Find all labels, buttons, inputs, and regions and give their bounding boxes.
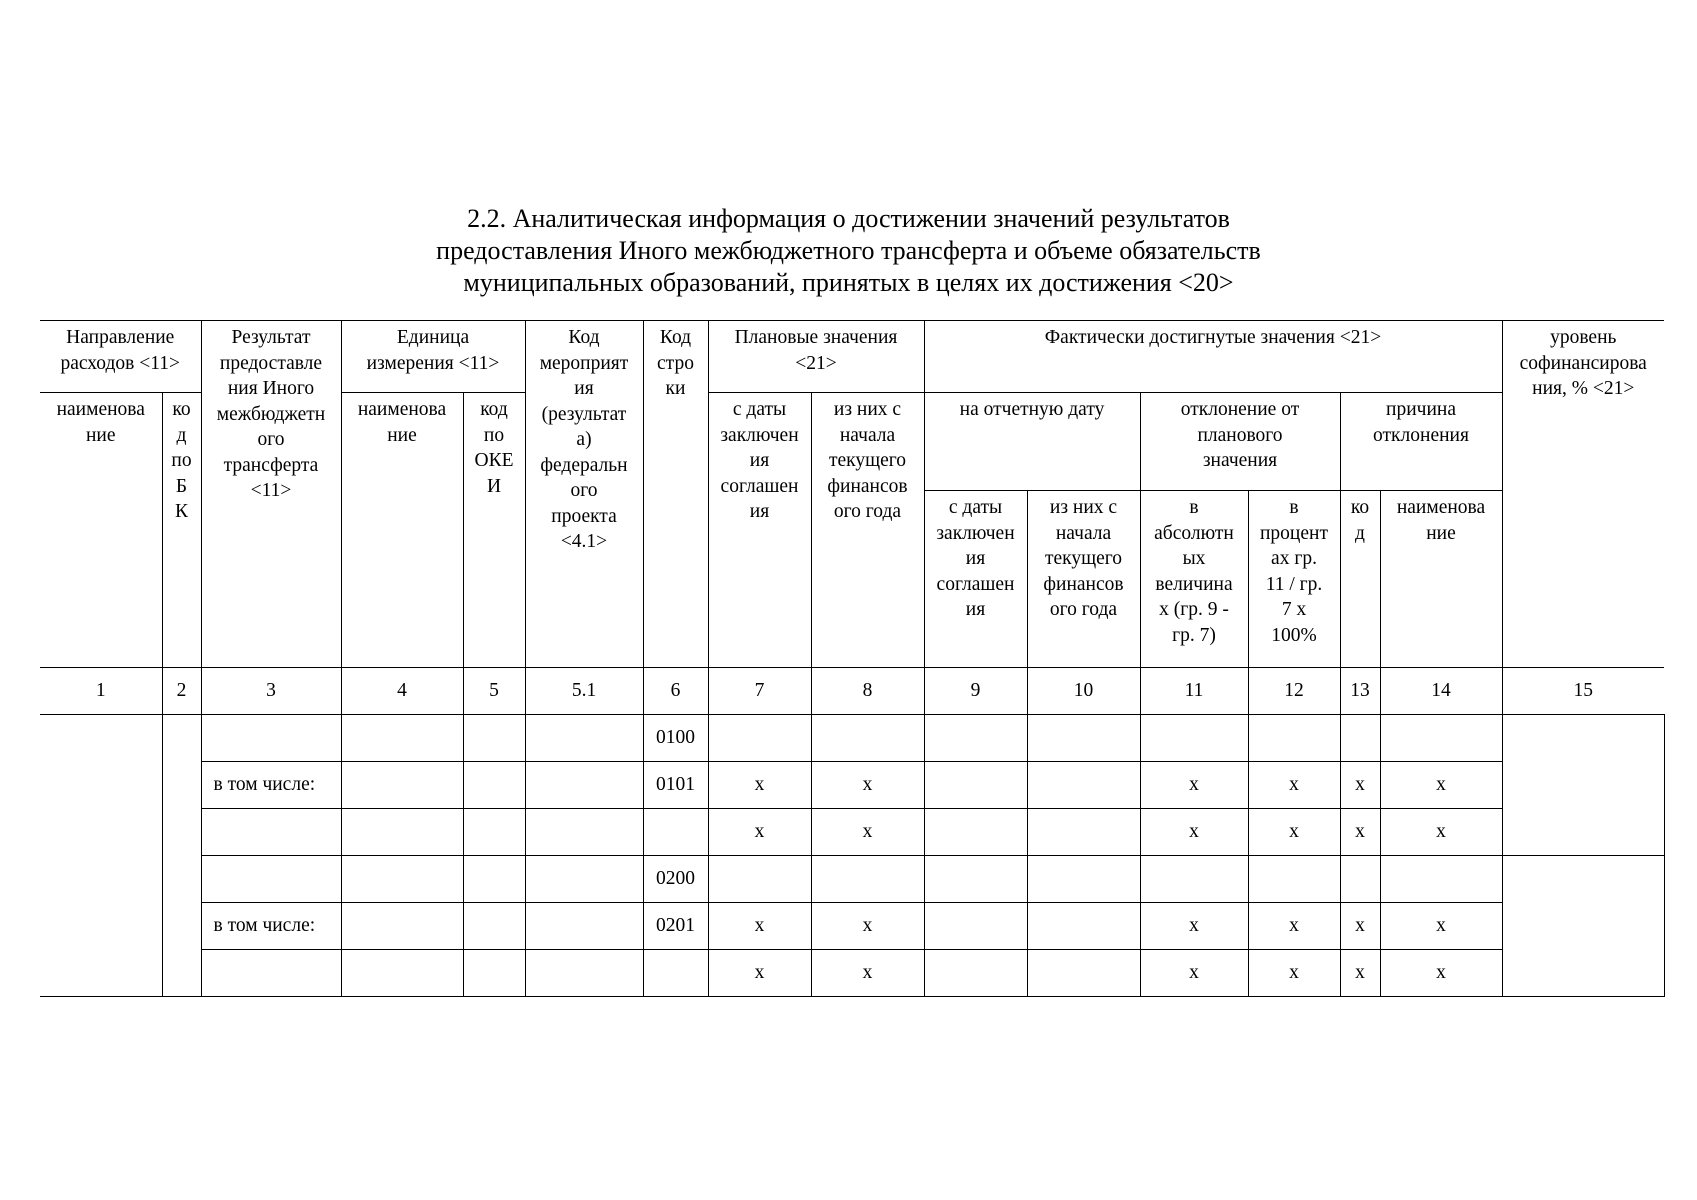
fakt-s-daty-cell <box>924 762 1027 809</box>
header-proc: в процент ах гр. 11 / гр. 7 х 100% <box>1248 491 1340 668</box>
col-num-7: 7 <box>708 668 811 715</box>
fakt-s-daty-cell <box>924 903 1027 950</box>
kod-stroki-cell: 0101 <box>643 762 708 809</box>
plan-iz-nih-cell: х <box>811 903 924 950</box>
table-row <box>40 950 1664 997</box>
col-num-14: 14 <box>1380 668 1502 715</box>
prichina-naim-cell <box>1380 715 1502 762</box>
prichina-naim-cell: х <box>1380 809 1502 856</box>
col-num-10: 10 <box>1027 668 1140 715</box>
uroven-cell <box>1502 715 1664 856</box>
abs-cell: х <box>1140 762 1248 809</box>
title-line-2: предоставления Иного межбюджетного трансферта и объеме обязательств <box>436 236 1261 265</box>
napravlenie-name-cell <box>40 715 162 997</box>
col-num-13: 13 <box>1340 668 1380 715</box>
header-row-1 <box>40 321 1664 393</box>
header-kod-meropriyatiya: Код мероприят ия (результат а) федеральн ого проекта <4.1> <box>525 321 643 668</box>
col-num-8: 8 <box>811 668 924 715</box>
proc-cell: х <box>1248 903 1340 950</box>
fakt-iz-nih-cell <box>1027 762 1140 809</box>
rezultat-cell: в том числе: <box>201 903 341 950</box>
prichina-kod-cell <box>1340 715 1380 762</box>
header-napravlenie-name: наименова ние <box>40 393 162 668</box>
col-num-15: 15 <box>1502 668 1664 715</box>
edinica-okei-cell <box>463 950 525 997</box>
prichina-kod-cell: х <box>1340 762 1380 809</box>
title-line-3: муниципальных образований, принятых в целях их достижения <20> <box>463 268 1234 297</box>
proc-cell <box>1248 856 1340 903</box>
plan-iz-nih-cell <box>811 856 924 903</box>
header-plan-iz-nih: из них с начала текущего финансов ого года <box>811 393 924 668</box>
header-prichina: причина отклонения <box>1340 393 1502 491</box>
edinica-okei-cell <box>463 762 525 809</box>
abs-cell: х <box>1140 903 1248 950</box>
plan-s-daty-cell: х <box>708 950 811 997</box>
table-row <box>40 856 1664 903</box>
edinica-name-cell <box>341 809 463 856</box>
col-num-12: 12 <box>1248 668 1340 715</box>
header-plan-s-daty: с даты заключен ия соглашен ия <box>708 393 811 668</box>
col-num-4: 4 <box>341 668 463 715</box>
table-row <box>40 715 1664 762</box>
report-title <box>0 203 1697 299</box>
plan-s-daty-cell: х <box>708 903 811 950</box>
edinica-name-cell <box>341 950 463 997</box>
edinica-okei-cell <box>463 903 525 950</box>
rezultat-cell: в том числе: <box>201 762 341 809</box>
prichina-kod-cell: х <box>1340 903 1380 950</box>
header-fakt: Фактически достигнутые значения <21> <box>924 321 1502 393</box>
header-planovye: Плановые значения <21> <box>708 321 924 393</box>
header-otklonenie: отклонение от планового значения <box>1140 393 1340 491</box>
fakt-iz-nih-cell <box>1027 715 1140 762</box>
prichina-kod-cell <box>1340 856 1380 903</box>
fakt-s-daty-cell <box>924 856 1027 903</box>
table-row <box>40 903 1664 950</box>
column-numbers-row <box>40 668 1664 715</box>
col-num-5-1: 5.1 <box>525 668 643 715</box>
col-num-11: 11 <box>1140 668 1248 715</box>
plan-iz-nih-cell: х <box>811 950 924 997</box>
fakt-iz-nih-cell <box>1027 856 1140 903</box>
prichina-naim-cell: х <box>1380 950 1502 997</box>
header-na-datu: на отчетную дату <box>924 393 1140 491</box>
rezultat-cell <box>201 856 341 903</box>
uroven-cell <box>1502 856 1664 997</box>
kod-stroki-cell <box>643 809 708 856</box>
prichina-naim-cell: х <box>1380 762 1502 809</box>
plan-iz-nih-cell: х <box>811 762 924 809</box>
title-line-1: 2.2. Аналитическая информация о достижении значений результатов <box>467 204 1230 233</box>
kod-meropriyatiya-cell <box>525 809 643 856</box>
edinica-name-cell <box>341 856 463 903</box>
header-abs: в абсолютн ых величина х (гр. 9 - гр. 7) <box>1140 491 1248 668</box>
edinica-okei-cell <box>463 809 525 856</box>
edinica-name-cell <box>341 762 463 809</box>
header-edinica-name: наименова ние <box>341 393 463 668</box>
fakt-iz-nih-cell <box>1027 950 1140 997</box>
kod-meropriyatiya-cell <box>525 950 643 997</box>
col-num-1: 1 <box>40 668 162 715</box>
col-num-9: 9 <box>924 668 1027 715</box>
abs-cell <box>1140 715 1248 762</box>
abs-cell: х <box>1140 950 1248 997</box>
header-fakt-s-daty: с даты заключен ия соглашен ия <box>924 491 1027 668</box>
header-rezultat: Результат предоставле ния Иного межбюджетн ого трансферта <11> <box>201 321 341 668</box>
kod-stroki-cell: 0200 <box>643 856 708 903</box>
col-num-2: 2 <box>162 668 201 715</box>
plan-s-daty-cell <box>708 715 811 762</box>
rezultat-cell <box>201 715 341 762</box>
prichina-kod-cell: х <box>1340 809 1380 856</box>
header-prichina-naim: наименова ние <box>1380 491 1502 668</box>
table-row <box>40 809 1664 856</box>
col-num-3: 3 <box>201 668 341 715</box>
kod-meropriyatiya-cell <box>525 715 643 762</box>
plan-s-daty-cell <box>708 856 811 903</box>
edinica-okei-cell <box>463 856 525 903</box>
header-uroven: уровень софинансирова ния, % <21> <box>1502 321 1664 668</box>
fakt-s-daty-cell <box>924 950 1027 997</box>
header-edinica: Единица измерения <11> <box>341 321 525 393</box>
proc-cell: х <box>1248 809 1340 856</box>
prichina-kod-cell: х <box>1340 950 1380 997</box>
napravlenie-kbk-cell <box>162 715 201 997</box>
fakt-s-daty-cell <box>924 809 1027 856</box>
proc-cell: х <box>1248 762 1340 809</box>
plan-s-daty-cell: х <box>708 762 811 809</box>
header-napravlenie: Направление расходов <11> <box>40 321 201 393</box>
kod-stroki-cell: 0100 <box>643 715 708 762</box>
header-napravlenie-kbk: ко д по Б К <box>162 393 201 668</box>
abs-cell: х <box>1140 809 1248 856</box>
proc-cell <box>1248 715 1340 762</box>
table-row <box>40 762 1664 809</box>
col-num-5: 5 <box>463 668 525 715</box>
fakt-iz-nih-cell <box>1027 903 1140 950</box>
plan-iz-nih-cell <box>811 715 924 762</box>
plan-iz-nih-cell: х <box>811 809 924 856</box>
header-kod-stroki: Код стро ки <box>643 321 708 668</box>
fakt-s-daty-cell <box>924 715 1027 762</box>
kod-stroki-cell <box>643 950 708 997</box>
col-num-6: 6 <box>643 668 708 715</box>
prichina-naim-cell: х <box>1380 903 1502 950</box>
kod-meropriyatiya-cell <box>525 762 643 809</box>
analytics-table <box>40 320 1665 997</box>
rezultat-cell <box>201 950 341 997</box>
edinica-name-cell <box>341 715 463 762</box>
plan-s-daty-cell: х <box>708 809 811 856</box>
kod-meropriyatiya-cell <box>525 903 643 950</box>
edinica-name-cell <box>341 903 463 950</box>
header-edinica-okei: код по ОКЕ И <box>463 393 525 668</box>
header-prichina-kod: ко д <box>1340 491 1380 668</box>
abs-cell <box>1140 856 1248 903</box>
kod-stroki-cell: 0201 <box>643 903 708 950</box>
rezultat-cell <box>201 809 341 856</box>
header-fakt-iz-nih: из них с начала текущего финансов ого года <box>1027 491 1140 668</box>
fakt-iz-nih-cell <box>1027 809 1140 856</box>
kod-meropriyatiya-cell <box>525 856 643 903</box>
prichina-naim-cell <box>1380 856 1502 903</box>
edinica-okei-cell <box>463 715 525 762</box>
proc-cell: х <box>1248 950 1340 997</box>
